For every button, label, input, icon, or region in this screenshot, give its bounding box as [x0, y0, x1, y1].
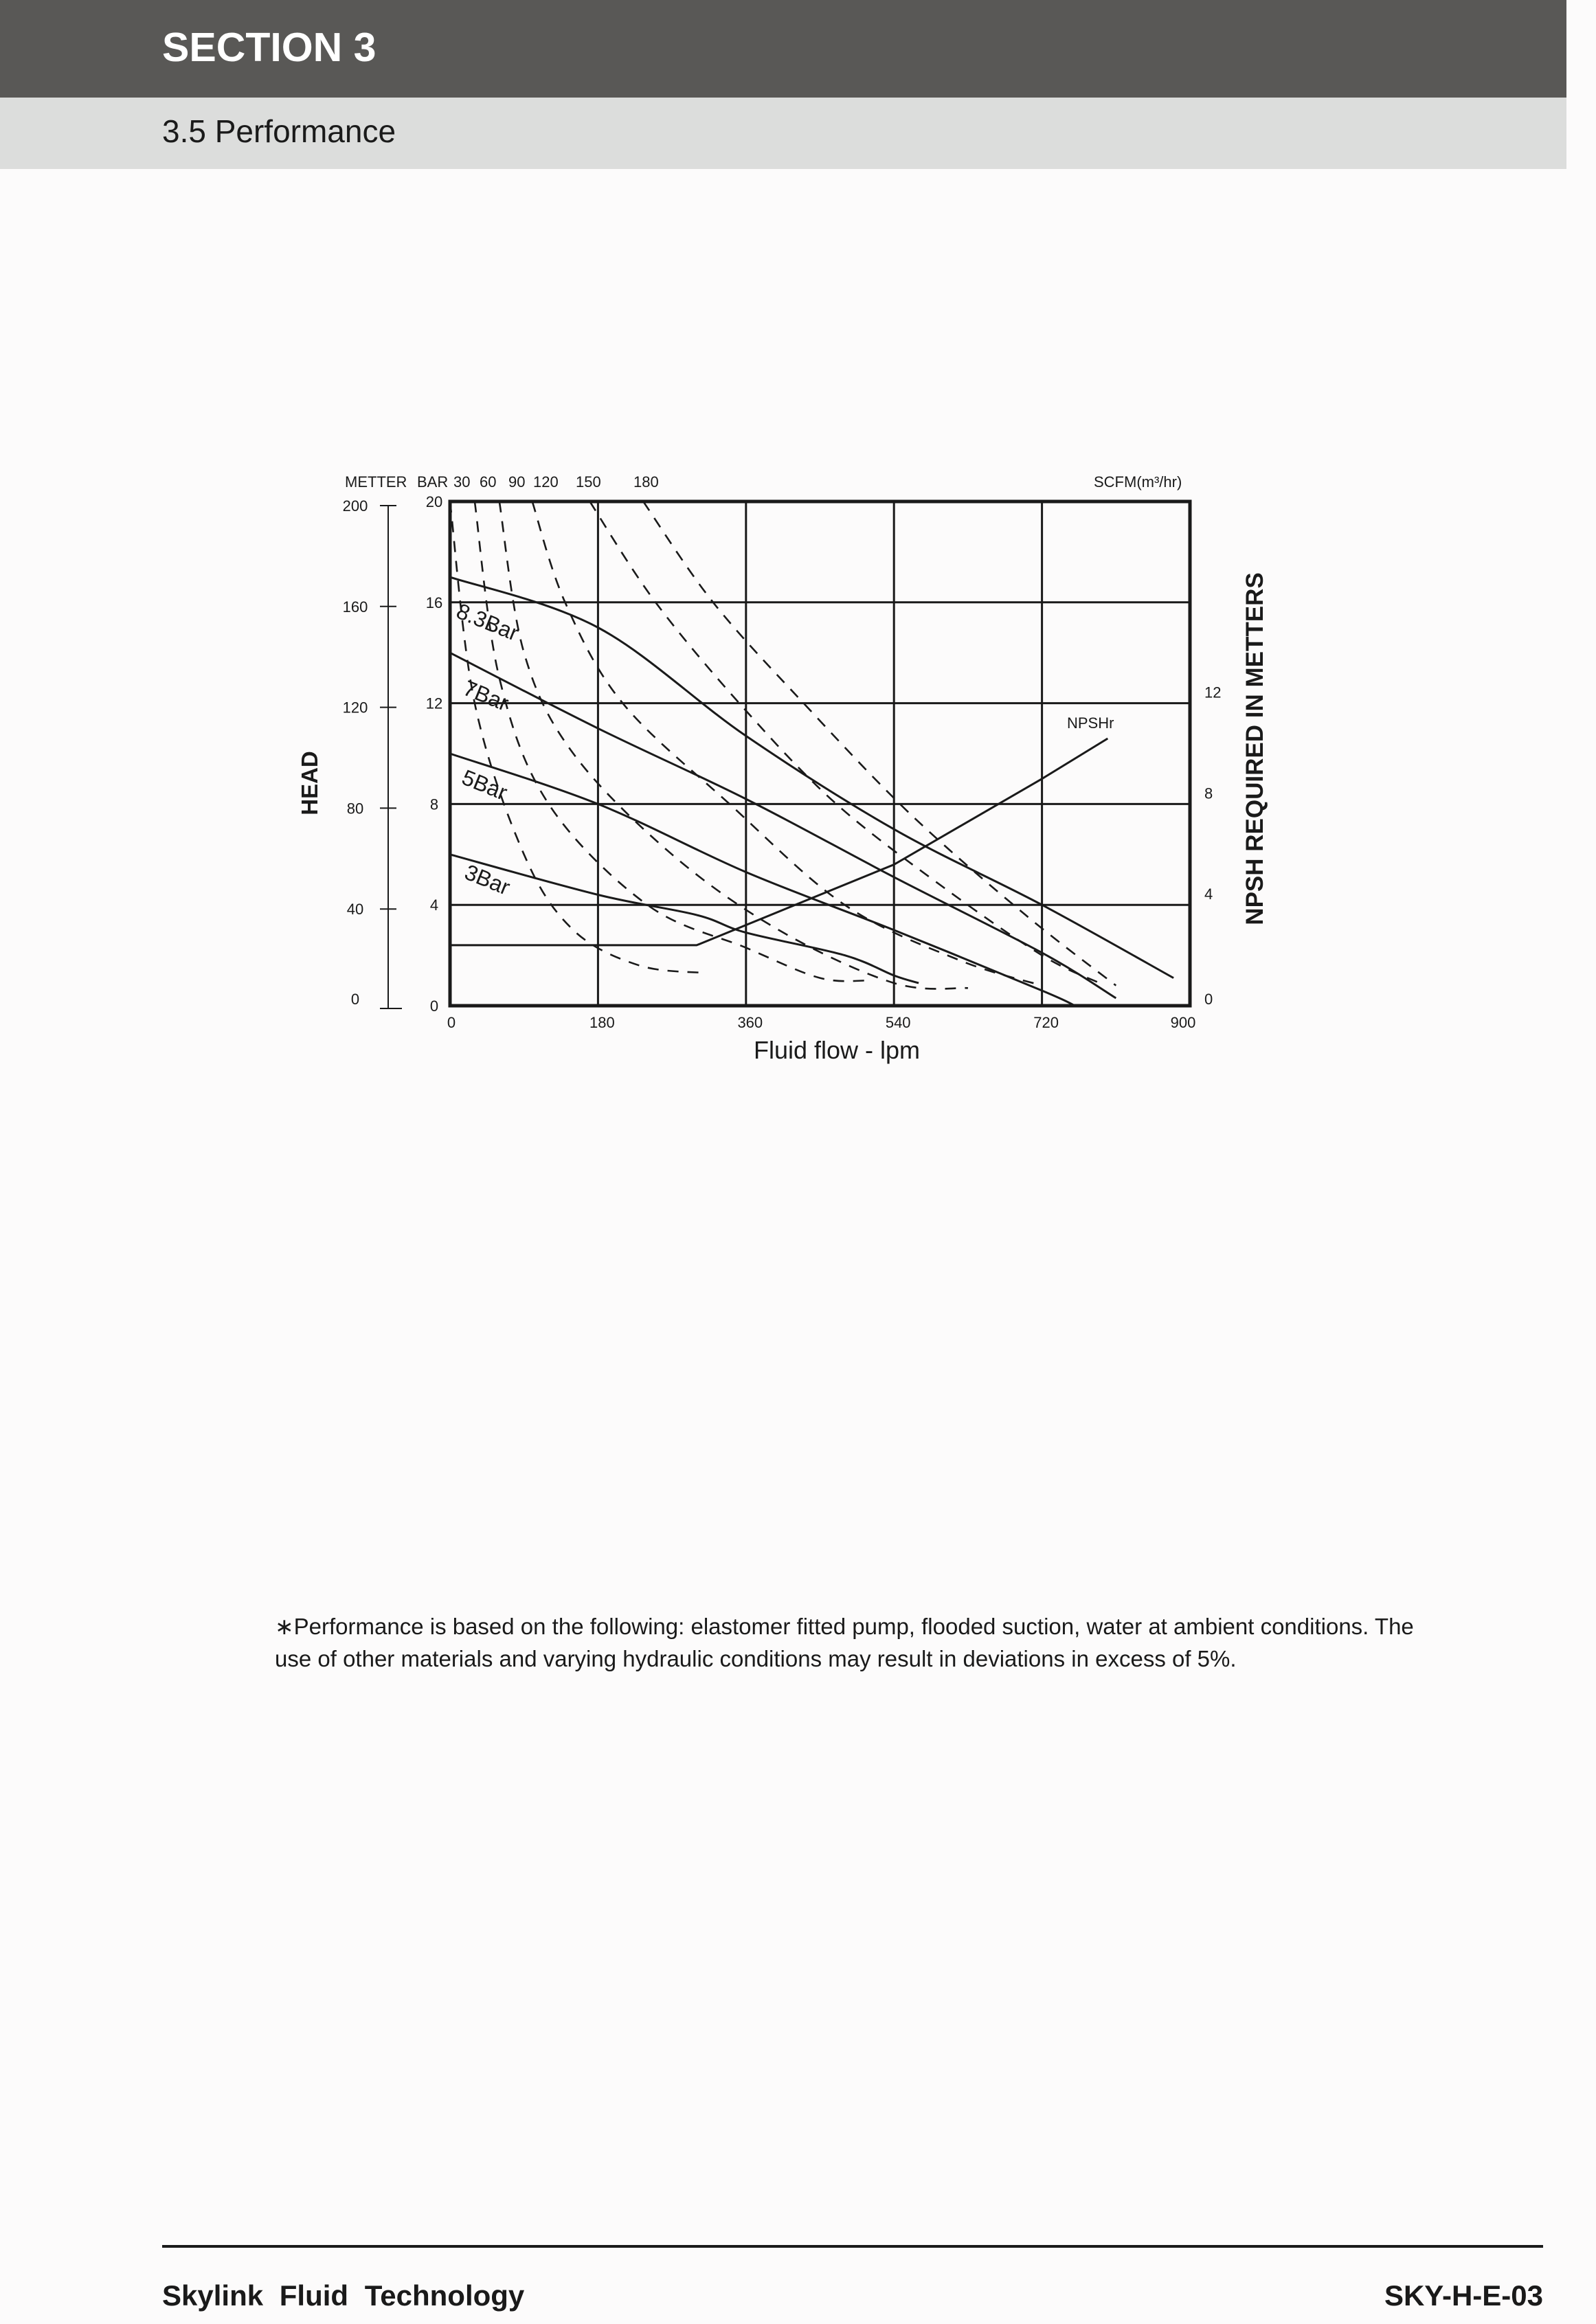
x-tick-label: 180 — [589, 1014, 615, 1031]
y-bar-tick-label: 4 — [429, 896, 439, 914]
performance-note — [275, 1610, 1443, 1675]
npsh-tick-label: 4 — [1204, 885, 1213, 903]
head-meter-label: METTER — [345, 473, 407, 490]
series-line-7bar — [450, 653, 1116, 998]
footer-doc-code: SKY-H-E-03 — [1384, 2279, 1543, 2312]
y-bar-tick-label: 0 — [429, 997, 439, 1015]
subsection-title: 3.5 Performance — [162, 113, 396, 149]
chart-axes — [343, 473, 1222, 1031]
section-title: SECTION 3 — [162, 25, 376, 70]
air-tick-label: 60 — [480, 473, 497, 490]
series-label-5bar: 5Bar — [458, 765, 511, 805]
pressure-curves — [450, 577, 1173, 1006]
series-line-npshr — [450, 738, 1108, 945]
x-tick-label: 0 — [447, 1014, 456, 1031]
footer-company: Skylink Fluid Technology — [162, 2279, 525, 2312]
y-bar-tick-label: 20 — [425, 493, 443, 510]
performance-chart — [0, 440, 1596, 1099]
x-tick-label: 360 — [737, 1014, 763, 1031]
air-unit-label: SCFM(m³/hr) — [1094, 473, 1182, 490]
y-axis-label: HEAD — [297, 751, 322, 815]
air-curve-30 — [450, 501, 705, 973]
air-curve-180 — [643, 501, 1116, 986]
y-meter-tick-label: 40 — [346, 901, 364, 918]
y-bar-tick-label: 16 — [425, 594, 443, 611]
air-consumption-curves — [450, 501, 1116, 989]
x-tick-label: 720 — [1033, 1014, 1059, 1031]
npsh-tick-label: 12 — [1204, 684, 1222, 701]
series-line-8-3bar — [450, 577, 1173, 978]
y-bar-tick-label: 8 — [429, 796, 439, 813]
y-bar-tick-label: 12 — [425, 695, 443, 712]
air-tick-label: 180 — [633, 473, 659, 490]
y-meter-tick-label: 0 — [350, 991, 360, 1008]
head-bar-label: BAR — [417, 473, 449, 490]
footer-rule — [162, 2245, 1543, 2248]
air-tick-label: 150 — [576, 473, 601, 490]
series-label-3bar: 3Bar — [461, 859, 514, 900]
air-tick-label: 30 — [453, 473, 471, 490]
plot-frame — [450, 501, 1190, 1006]
air-tick-label: 90 — [508, 473, 526, 490]
y-meter-tick-label: 80 — [346, 800, 364, 817]
y2-axis-label: NPSH REQUIRED IN METTERS — [1241, 572, 1268, 925]
y-meter-tick-label: 160 — [342, 598, 368, 616]
series-label-7bar: 7Bar — [460, 675, 513, 716]
npsh-tick-label: 0 — [1204, 991, 1213, 1008]
x-axis-label: Fluid flow - lpm — [753, 1036, 921, 1064]
series-line-3bar — [450, 855, 919, 983]
npsh-tick-label: 8 — [1204, 785, 1213, 802]
chart-grid — [450, 501, 1190, 1006]
note-line-1: ∗Performance is based on the following: elastomer fitted pump, flooded suction, water at ambient conditions. The — [275, 1614, 1414, 1639]
note-line-2: use of other materials and varying hydraulic conditions may result in deviations in excess of 5%. — [275, 1646, 1237, 1671]
air-curve-90 — [499, 501, 968, 989]
y-meter-tick-label: 120 — [342, 699, 368, 717]
x-tick-label: 900 — [1170, 1014, 1196, 1031]
chart-labels — [297, 473, 1268, 1064]
air-tick-label: 120 — [533, 473, 559, 490]
y-meter-tick-label: 200 — [342, 497, 368, 515]
series-label-npshr: NPSHr — [1067, 714, 1114, 732]
series-label-8-3bar: 8.3Bar — [453, 598, 523, 646]
x-tick-label: 540 — [885, 1014, 911, 1031]
